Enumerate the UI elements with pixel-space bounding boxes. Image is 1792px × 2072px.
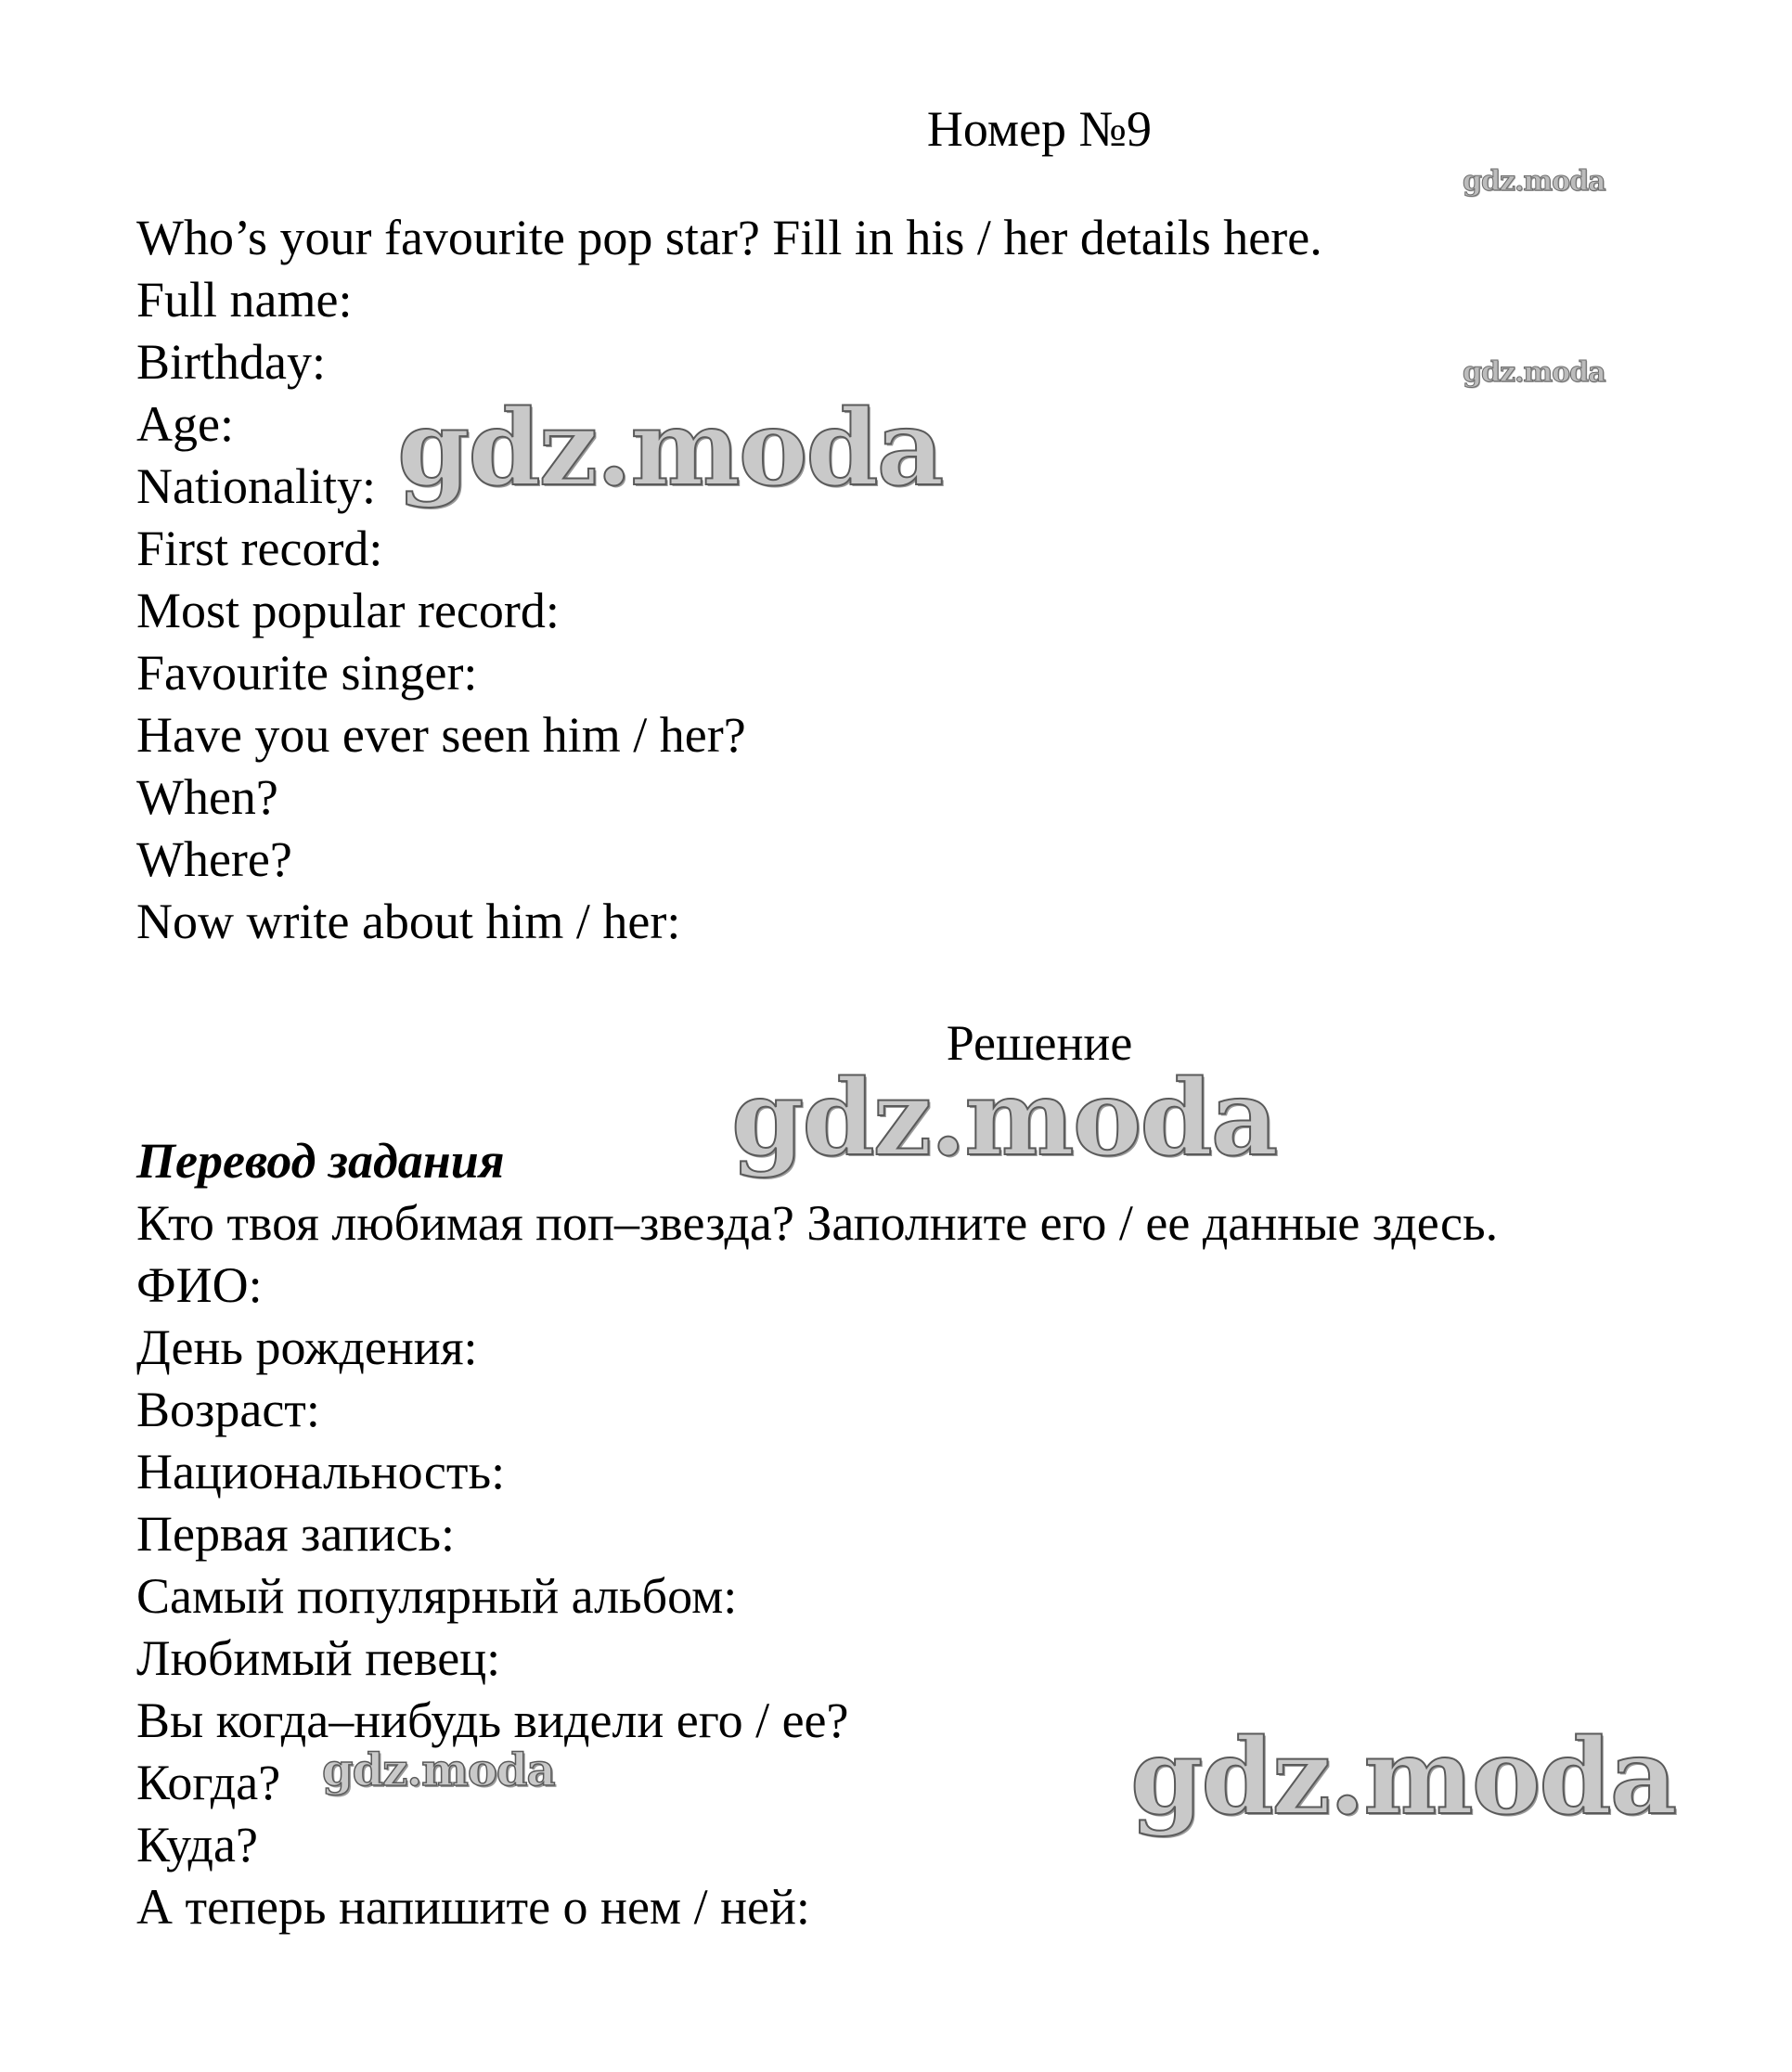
translation-line: Возраст: [136,1382,320,1437]
translation-line: Кто твоя любимая поп–звезда? Заполните его / ее данные здесь. [136,1195,1499,1251]
watermark-logo: gdz.moda [731,1058,1277,1179]
task-line: Birthday: [136,334,326,390]
translation-line: Когда? [136,1755,281,1810]
task-line: Where? [136,831,292,887]
task-line: Now write about him / her: [136,894,681,949]
translation-line: Первая запись: [136,1506,456,1562]
watermark-logo: gdz.moda [397,388,943,509]
task-line: Age: [136,396,234,452]
translation-line: Любимый певец: [136,1630,501,1686]
watermark-logo: gdz.moda [322,1744,555,1796]
translation-line: ФИО: [136,1257,263,1313]
translation-line: Самый популярный альбом: [136,1568,738,1624]
task-list [136,207,1322,953]
watermark-logo: gdz.moda [1130,1717,1676,1838]
task-line: Most popular record: [136,583,560,638]
translation-line: День рождения: [136,1319,478,1375]
task-line: First record: [136,521,383,576]
task-line: Full name: [136,272,353,328]
task-line: Have you ever seen him / her? [136,707,746,763]
task-line: When? [136,769,278,825]
translation-line: Национальность: [136,1444,506,1499]
translation-line: А теперь напишите о нем / ней: [136,1879,810,1935]
watermark-logo: gdz.moda [1463,356,1605,389]
watermark-logo: gdz.moda [1463,165,1605,198]
task-line: Who’s your favourite pop star? Fill in his / her details here. [136,210,1322,265]
task-line: Favourite singer: [136,645,478,701]
solution-title: Решение [946,1015,1133,1071]
translation-line: Куда? [136,1817,258,1873]
task-line: Nationality: [136,458,376,514]
translation-heading: Перевод задания [136,1133,505,1189]
translation-line: Вы когда–нибудь видели его / ее? [136,1692,849,1748]
page-title: Номер №9 [926,101,1153,157]
